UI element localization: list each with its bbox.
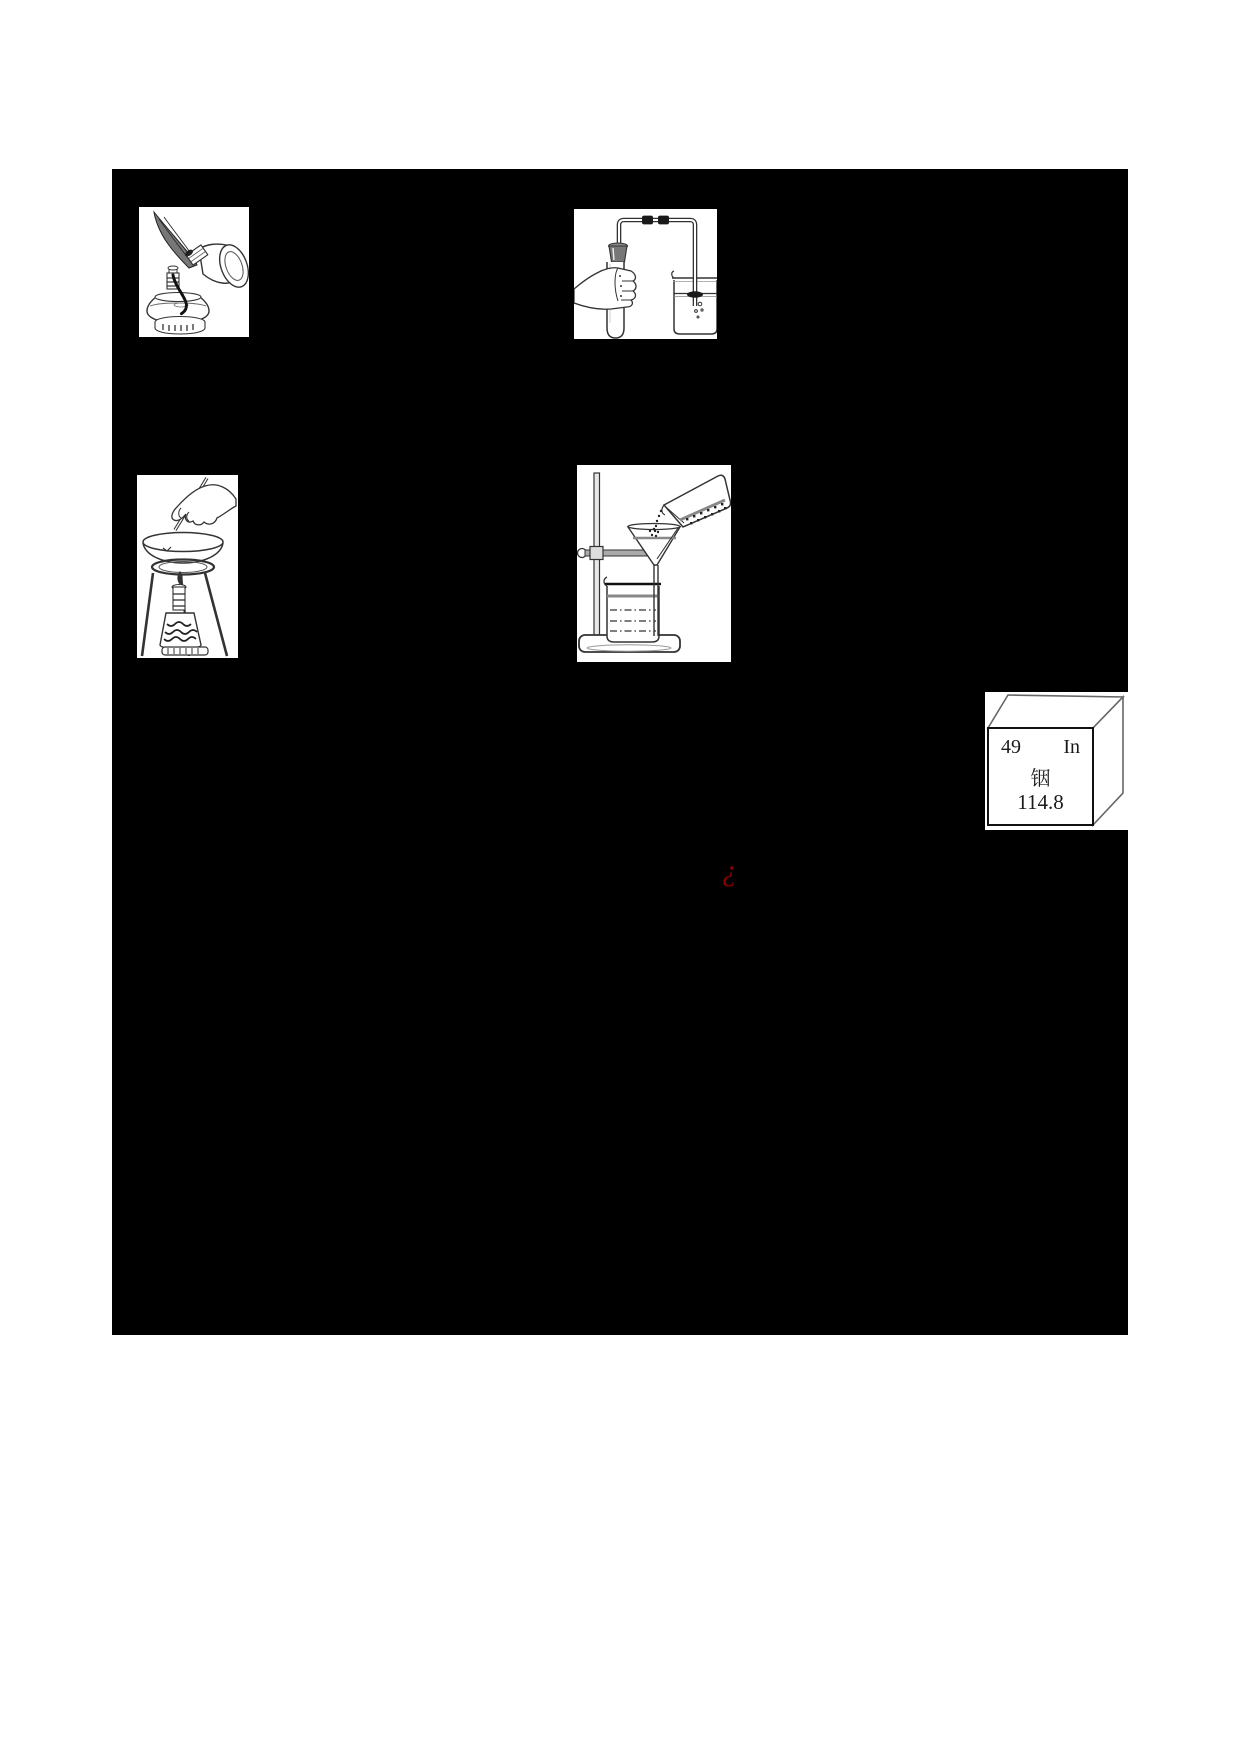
figure-filtration (577, 465, 731, 662)
figure-element-cell (985, 692, 1128, 830)
tube-connector (642, 216, 653, 225)
stray-red-glyph: ¿ (722, 854, 737, 887)
element-chinese-name: 铟 (1030, 766, 1051, 790)
alcohol-lamp (160, 571, 208, 655)
atomic-mass: 114.8 (1017, 790, 1064, 814)
figure-evaporation (137, 475, 238, 658)
alcohol-lamp (147, 266, 209, 334)
atomic-number: 49 (1001, 736, 1021, 758)
tube-connector (658, 216, 669, 225)
figure-airtightness-check (574, 209, 717, 339)
element-number-symbol-row (988, 736, 1093, 759)
redacted-question-block (112, 169, 1128, 1335)
figure-lighting-alcohol-lamp (139, 207, 249, 337)
hand-icon (172, 485, 236, 525)
filtrate-beaker (604, 577, 661, 642)
element-symbol: In (1063, 736, 1080, 758)
hand-icon (574, 268, 636, 309)
